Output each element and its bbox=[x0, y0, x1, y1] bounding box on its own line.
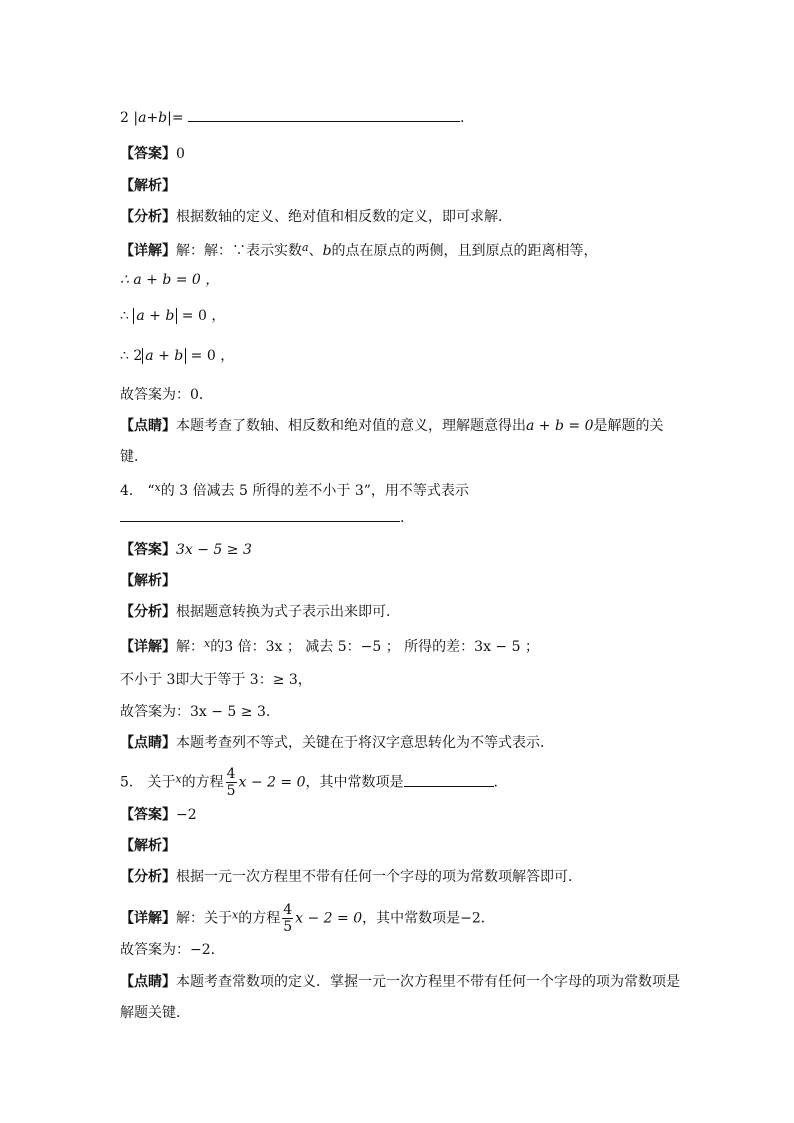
q3-var-b: b bbox=[322, 243, 332, 259]
q3-stem-expression: |a+b|= bbox=[133, 110, 184, 126]
q5-answer-blank bbox=[404, 774, 494, 787]
q4-answer bbox=[120, 540, 252, 560]
q3-step1: ∴ a + b = 0 ， bbox=[120, 272, 220, 288]
q5-xiangjie-expression: x − 2 = 0 bbox=[295, 910, 363, 927]
q5-frac-numerator: 4 bbox=[283, 902, 293, 918]
q3-dianjing-text: 本题考查了数轴、相反数和绝对值的意义，理解题意得出 bbox=[176, 418, 526, 434]
q5-xiangjie bbox=[120, 902, 495, 935]
q3-answer-value: 0 bbox=[176, 146, 185, 162]
q3-step3-abs: a + b bbox=[142, 348, 186, 364]
q3-step3-suffix: = 0 ， bbox=[190, 348, 235, 364]
q4-answer-value: 3x − 5 ≥ 3 bbox=[176, 542, 252, 558]
q3-step2-prefix: ∴ bbox=[120, 308, 129, 324]
q3-step2-suffix: = 0 ， bbox=[181, 308, 226, 324]
q4-dianjing-text: 本题考查列不等式，关键在于将汉字意思转化为不等式表示． bbox=[176, 735, 554, 751]
q4-fenxi-text: 根据题意转换为式子表示出来即可． bbox=[176, 604, 400, 620]
q3-step3-prefix: ∴ 2 bbox=[120, 348, 143, 364]
q3-stem bbox=[120, 108, 464, 128]
q5-analysis-label: 【解析】 bbox=[120, 838, 176, 854]
q4-xiangjie-prefix: 解： bbox=[176, 639, 204, 655]
q4-line2: 不小于 3即大于等于 3：≥ 3， bbox=[120, 672, 312, 688]
q5-xiangjie-suffix: ，其中常数项是−2． bbox=[362, 910, 495, 927]
q4-stem bbox=[120, 478, 469, 501]
q3-stem-prefix: 2 bbox=[120, 110, 129, 126]
q5-xiangjie-prefix: 解：关于 bbox=[176, 910, 232, 927]
q3-xiangjie-text2: 的点在原点的两侧，且到原点的距离相等， bbox=[331, 243, 598, 259]
dianjing-label: 【点睛】 bbox=[120, 735, 176, 751]
q4-xiangjie-var: x bbox=[204, 637, 211, 650]
q3-separator: 、 bbox=[308, 243, 323, 259]
dianjing-label: 【点睛】 bbox=[120, 418, 176, 434]
xiangjie-label: 【详解】 bbox=[120, 243, 176, 259]
q3-var-a: a bbox=[302, 241, 309, 254]
q4-blank-line bbox=[120, 508, 404, 528]
q3-dianjing-expr: a + b = 0 bbox=[526, 418, 594, 434]
q5-conclusion: 故答案为：−2． bbox=[120, 942, 225, 958]
q5-fenxi bbox=[120, 867, 582, 887]
q5-frac-denominator: 5 bbox=[283, 919, 293, 935]
q3-step3 bbox=[120, 346, 234, 366]
q5-stem-mid: 的方程 bbox=[181, 774, 224, 791]
xiangjie-label: 【详解】 bbox=[120, 639, 176, 655]
fenxi-label: 【分析】 bbox=[120, 869, 176, 885]
xiangjie-label: 【详解】 bbox=[120, 910, 176, 927]
q3-fenxi bbox=[120, 207, 512, 227]
q4-number: 4． bbox=[120, 483, 143, 499]
q3-answer bbox=[120, 144, 185, 164]
q3-conclusion: 故答案为：0． bbox=[120, 387, 213, 403]
q5-frac-numerator: 4 bbox=[226, 766, 236, 782]
q3-fenxi-text: 根据数轴的定义、绝对值和相反数的定义，即可求解． bbox=[176, 209, 512, 225]
q5-frac-denominator: 5 bbox=[226, 783, 236, 799]
q5-stem-var: x bbox=[175, 772, 182, 786]
answer-label: 【答案】 bbox=[120, 146, 176, 162]
q5-stem-fraction bbox=[226, 766, 237, 799]
q5-number: 5． bbox=[120, 774, 143, 791]
answer-label: 【答案】 bbox=[120, 807, 176, 823]
q5-stem bbox=[120, 766, 498, 799]
q3-step2 bbox=[120, 306, 225, 326]
q4-conclusion: 故答案为：3x − 5 ≥ 3． bbox=[120, 704, 280, 720]
q4-stem-text: 的 3 倍减去 5 所得的差不小于 3”，用不等式表示 bbox=[160, 483, 469, 499]
q3-answer-blank bbox=[188, 109, 460, 122]
q5-dianjing bbox=[120, 972, 680, 992]
fenxi-label: 【分析】 bbox=[120, 604, 176, 620]
q3-dianjing-cont: 键． bbox=[120, 449, 148, 465]
dianjing-label: 【点睛】 bbox=[120, 974, 176, 990]
q4-answer-blank bbox=[120, 509, 400, 522]
q4-blank-end: . bbox=[400, 510, 405, 526]
q5-dianjing-cont: 解题关键． bbox=[120, 1005, 190, 1021]
q4-stem-open: “ bbox=[147, 483, 155, 499]
q5-fenxi-text: 根据一元一次方程里不带有任何一个字母的项为常数项解答即可． bbox=[176, 869, 582, 885]
q5-answer-value: −2 bbox=[176, 807, 197, 823]
q3-dianjing-text2: 是解题的关 bbox=[593, 418, 664, 434]
q5-stem-expression: x − 2 = 0 bbox=[238, 774, 306, 791]
q5-xiangjie-fraction bbox=[282, 902, 293, 935]
q5-blank-end: . bbox=[493, 774, 498, 791]
q4-stem-var: x bbox=[154, 481, 161, 494]
q5-answer bbox=[120, 805, 197, 825]
q5-dianjing-text: 本题考查常数项的定义．掌握一元一次方程里不带有任何一个字母的项为常数项是 bbox=[176, 974, 680, 990]
q3-analysis-label: 【解析】 bbox=[120, 178, 176, 194]
q4-fenxi bbox=[120, 602, 400, 622]
q4-xiangjie bbox=[120, 634, 539, 657]
q5-xiangjie-var: x bbox=[232, 908, 239, 922]
answer-label: 【答案】 bbox=[120, 542, 176, 558]
q4-dianjing bbox=[120, 733, 554, 753]
q3-xiangjie-text: 解：解：∵表示实数 bbox=[176, 243, 302, 259]
q4-analysis-label: 【解析】 bbox=[120, 573, 176, 589]
fenxi-label: 【分析】 bbox=[120, 209, 176, 225]
q5-stem-suffix: ，其中常数项是 bbox=[305, 774, 404, 791]
q3-blank-end: . bbox=[460, 110, 465, 126]
q4-xiangjie-text: 的3 倍：3x ； 减去 5：−5 ； 所得的差：3x − 5 ； bbox=[210, 639, 539, 655]
q3-dianjing bbox=[120, 416, 663, 436]
q3-step2-abs: a + b bbox=[133, 308, 177, 324]
q5-stem-prefix: 关于 bbox=[147, 774, 176, 791]
q3-xiangjie bbox=[120, 238, 598, 261]
q5-xiangjie-mid: 的方程 bbox=[238, 910, 281, 927]
